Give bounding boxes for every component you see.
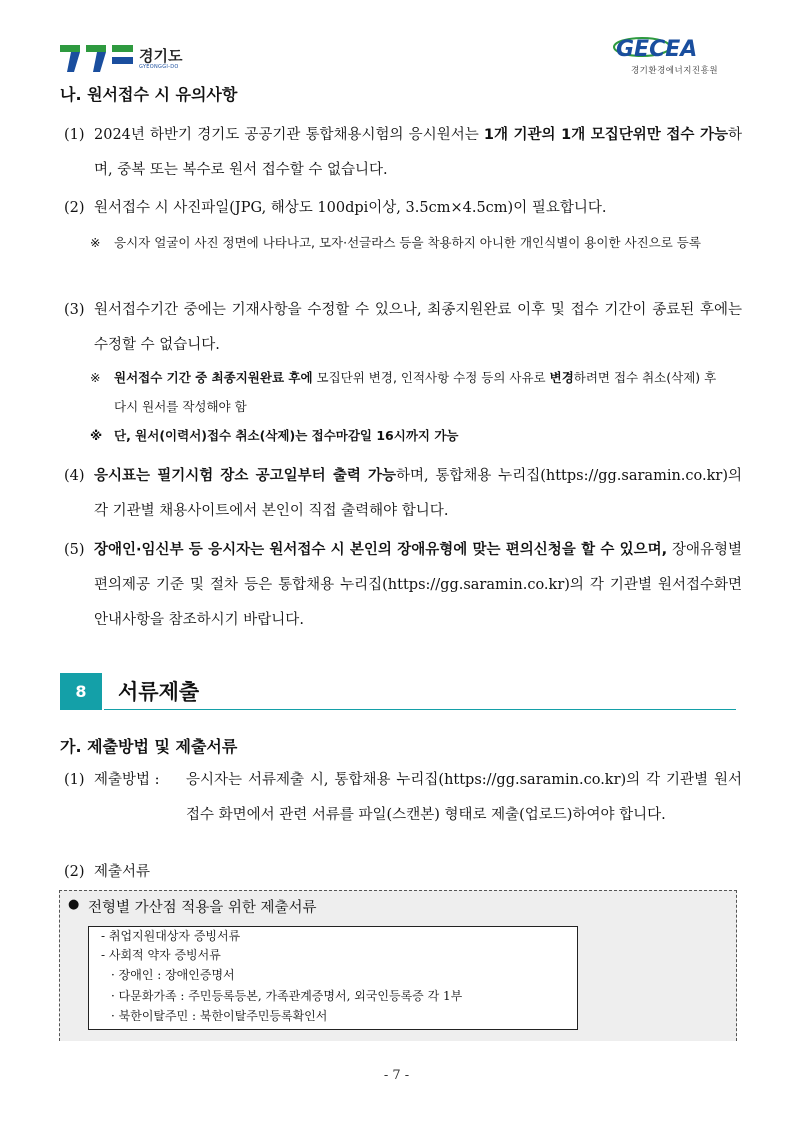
list-item: - 사회적 약자 증빙서류 <box>101 948 221 962</box>
section-title: 서류제출 <box>118 680 200 704</box>
gyeonggi-logo-sub: GYEONGGI-DO <box>139 64 179 70</box>
item-2-note-text: 응시자 얼굴이 사진 정면에 나타나고, 모자·선글라스 등을 착용하지 아니한 개인식별이 용이한 사진으로 등록 <box>114 235 701 250</box>
bullet-icon: ● <box>68 897 80 912</box>
section-divider <box>104 709 736 710</box>
gyeonggi-symbol-icon <box>60 42 135 74</box>
documents-list-box <box>88 926 578 1030</box>
item-2-number: (2) <box>64 200 85 216</box>
list-item: · 장애인 : 장애인증명서 <box>111 968 235 982</box>
note-mark: ※ <box>90 428 103 443</box>
item-3-number: (3) <box>64 302 85 318</box>
submit-item-2-number: (2) <box>64 864 85 880</box>
item-4-number: (4) <box>64 468 85 484</box>
note-mark: ※ <box>90 235 101 250</box>
gyeonggi-logo-name: 경기도 <box>139 47 183 65</box>
gecea-logo-text: GECEA <box>616 37 698 62</box>
page-number: - 7 - <box>383 1068 410 1083</box>
list-item: · 북한이탈주민 : 북한이탈주민등록확인서 <box>111 1009 328 1023</box>
section-number-badge: 8 <box>60 673 102 710</box>
gecea-logo <box>612 34 737 82</box>
item-1-text: 2024년 하반기 경기도 공공기관 통합채용시험의 응시원서는 1개 기관의 1개 모집단위만 접수 가능하며, 중복 또는 복수로 원서 접수할 수 없습니다. <box>94 127 743 178</box>
item-1-number: (1) <box>64 127 85 143</box>
list-item: - 취업지원대상자 증빙서류 <box>101 929 241 943</box>
submit-item-1-number: (1) <box>64 772 85 788</box>
note-mark: ※ <box>90 370 101 385</box>
submit-documents-label: 제출서류 <box>94 864 151 880</box>
item-4-text: 응시표는 필기시험 장소 공고일부터 출력 가능하며, 통합채용 누리집(https://gg.saramin.co.kr)의 각 기관별 채용사이트에서 본인이 직접 출력해야 합니다. <box>94 468 742 519</box>
section-ga-heading: 가. 제출방법 및 제출서류 <box>60 737 238 756</box>
list-item: · 다문화가족 : 주민등록등본, 가족관계증명서, 외국인등록증 각 1부 <box>111 989 463 1003</box>
submit-method-label: 제출방법 : <box>94 772 160 788</box>
section-na-heading: 나. 원서접수 시 유의사항 <box>60 85 238 104</box>
item-3-text: 원서접수기간 중에는 기재사항을 수정할 수 있으나, 최종지원완료 이후 및 접수 기간이 종료된 후에는 수정할 수 없습니다. <box>94 302 742 353</box>
submit-method-text: 응시자는 서류제출 시, 통합채용 누리집(https://gg.saramin.co.kr)의 각 기관별 원서접수 화면에서 관련 서류를 파일(스캔본) 형태로 제출(업로드)하여야 합니다. <box>186 772 742 823</box>
gecea-wordmark-icon <box>612 34 737 64</box>
item-5-text: 장애인·임신부 등 응시자는 원서접수 시 본인의 장애유형에 맞는 편의신청을 할 수 있으며, 장애유형별 편의제공 기준 및 절차 등은 통합채용 누리집(https://gg.saramin.co.kr)의 각 기관별 원서접수화면 안내사항을 참조하시기 바랍니다. <box>94 542 742 628</box>
item-2-text: 원서접수 시 사진파일(JPG, 해상도 100dpi이상, 3.5cm×4.5cm)이 필요합니다. <box>94 200 607 216</box>
gecea-logo-sub: 경기환경에너지진흥원 <box>630 66 719 76</box>
item-3-note-1-text: 원서접수 기간 중 최종지원완료 후에 모집단위 변경, 인적사항 수정 등의 사유로 변경하려면 접수 취소(삭제) 후 다시 원서를 작성해야 함 <box>114 370 717 414</box>
documents-box-title: 전형별 가산점 적용을 위한 제출서류 <box>88 900 317 916</box>
gyeonggi-logo <box>60 42 220 76</box>
item-3-note-2-text: 단, 원서(이력서)접수 취소(삭제)는 접수마감일 16시까지 가능 <box>114 428 459 443</box>
item-5-number: (5) <box>64 542 85 558</box>
